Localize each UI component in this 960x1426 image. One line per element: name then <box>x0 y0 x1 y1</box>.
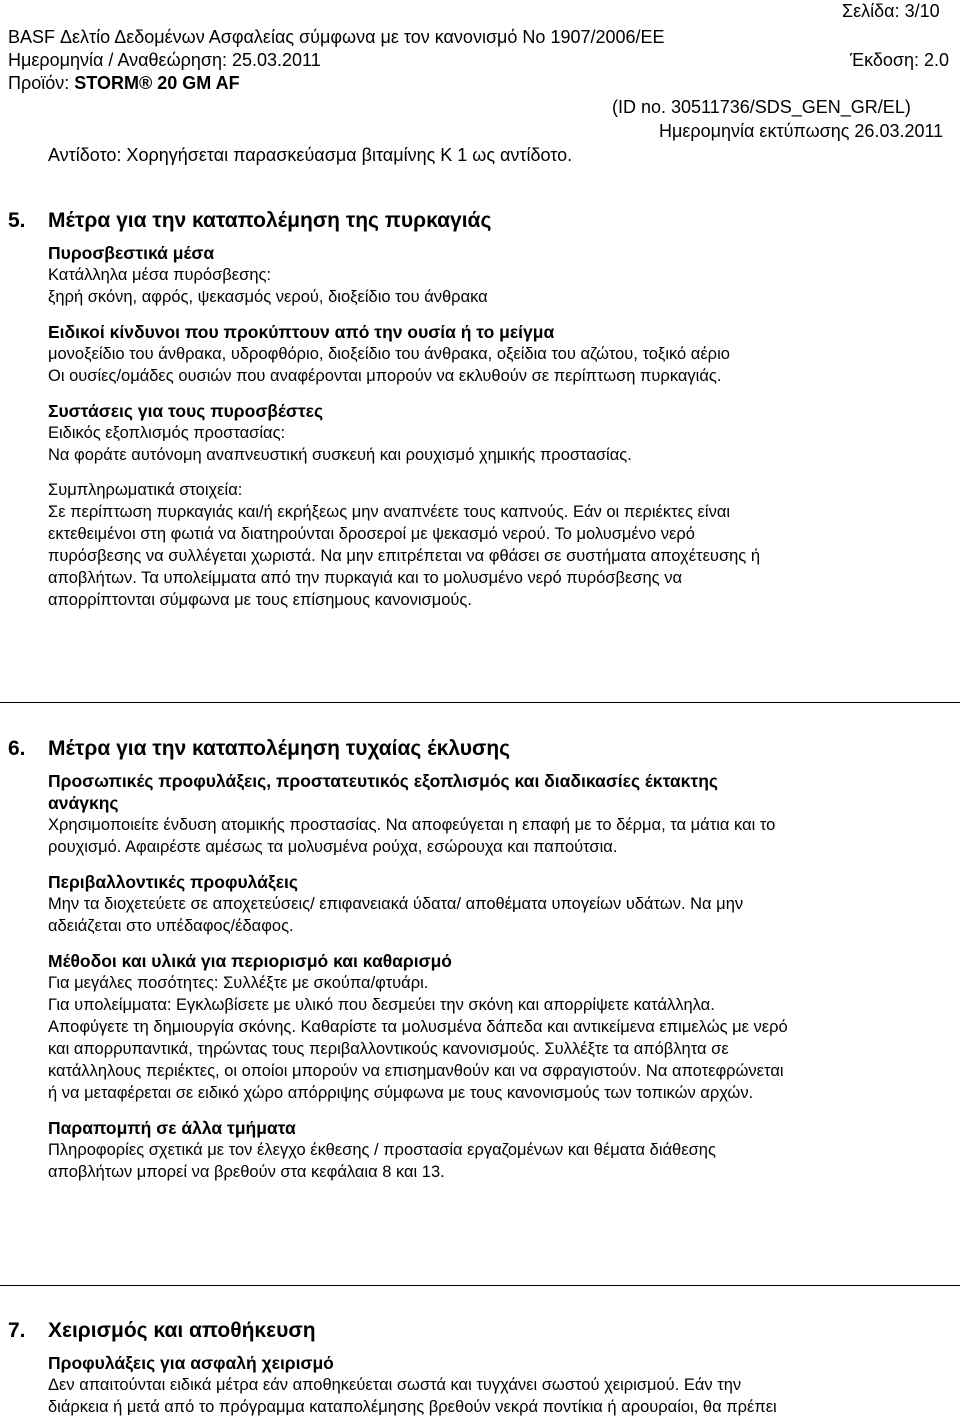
extinguishing-media-heading: Πυροσβεστικά μέσα <box>48 243 215 263</box>
other-sections-line: Πληροφορίες σχετικά με τον έλεγχο έκθεσης / προστασία εργαζομένων και θέματα διάθεσης <box>48 1141 716 1159</box>
personal-precautions-heading: ανάγκης <box>48 793 119 813</box>
personal-precautions-heading: Προσωπικές προφυλάξεις, προστατευτικός εξοπλισμός και διαδικασίες έκτακτης <box>48 771 719 791</box>
section-divider <box>0 702 960 703</box>
special-hazards-line: μονοξείδιο του άνθρακα, υδροφθόριο, διοξείδιο του άνθρακα, οξείδια του αζώτου, τοξικό αέριο <box>48 345 730 363</box>
section-6 <box>8 736 956 1183</box>
safe-handling-line: Δεν απαιτούνται ειδικά μέτρα εάν αποθηκεύεται σωστά και τυγχάνει σωστού χειρισμού. Εάν την <box>48 1376 742 1394</box>
section-7-number: 7. <box>8 1319 26 1342</box>
section-5-title <box>8 208 956 234</box>
further-information-line: απορρίπτονται σύμφωνα με τους επίσημους κανονισμούς. <box>48 591 472 609</box>
section-7 <box>8 1318 956 1418</box>
firefighter-advice-heading: Συστάσεις για τους πυροσβέστες <box>48 401 324 421</box>
containment-methods-line: Αποφύγετε τη δημιουργία σκόνης. Καθαρίστε τα μολυσμένα δάπεδα και αντικείμενα επιμελώς με νερό <box>48 1018 788 1036</box>
section-7-heading: Χειρισμός και αποθήκευση <box>48 1319 316 1342</box>
section-6-number: 6. <box>8 737 26 760</box>
extinguishing-media-label: Κατάλληλα μέσα πυρόσβεσης: <box>48 266 272 284</box>
product-label: Προϊόν: <box>8 73 70 93</box>
version: Έκδοση: 2.0 <box>850 50 950 70</box>
section-5-number: 5. <box>8 209 26 232</box>
other-sections-line: αποβλήτων μπορεί να βρεθούν στα κεφάλαια 8 και 13. <box>48 1163 445 1181</box>
containment-methods-line: κατάλληλους περιέκτες, οι οποίοι μπορούν να επισημανθούν και να σφραγιστούν. Να αποτεφρώνεται <box>48 1062 784 1080</box>
environmental-precautions-line: αδειάζεται στο υπέδαφος/έδαφος. <box>48 917 294 935</box>
containment-methods-heading: Μέθοδοι και υλικά για περιορισμό και καθαρισμό <box>48 951 452 971</box>
page-number: Σελίδα: 3/10 <box>842 1 940 21</box>
antidote-text: Αντίδοτο: Χορηγήσεται παρασκεύασμα βιταμίνης K 1 ως αντίδοτο. <box>48 145 573 165</box>
product-line <box>8 72 240 94</box>
protective-equipment-text: Να φοράτε αυτόνομη αναπνευστική συσκευή και ρουχισμό χημικής προστασίας. <box>48 446 632 464</box>
print-date: Ημερομηνία εκτύπωσης 26.03.2011 <box>659 121 944 141</box>
id-number: (ID no. 30511736/SDS_GEN_GR/EL) <box>612 97 911 117</box>
extinguishing-media-text: ξηρή σκόνη, αφρός, ψεκασμός νερού, διοξείδιο του άνθρακα <box>48 288 488 306</box>
further-information-line: Σε περίπτωση πυρκαγιάς και/ή εκρήξεως μην αναπνέετε τους καπνούς. Εάν οι περιέκτες είναι <box>48 503 731 521</box>
safe-handling-heading: Προφυλάξεις για ασφαλή χειρισμό <box>48 1353 334 1373</box>
further-information-line: αποβλήτων. Τα υπολείμματα από την πυρκαγιά και το μολυσμένο νερό πυρόσβεσης να <box>48 569 682 587</box>
environmental-precautions-line: Μην τα διοχετεύετε σε αποχετεύσεις/ επιφανειακά ύδατα/ αποθέματα υπογείων υδάτων. Να μην <box>48 895 744 913</box>
special-hazards-heading: Ειδικοί κίνδυνοι που προκύπτουν από την ουσία ή το μείγμα <box>48 322 555 342</box>
protective-equipment-label: Ειδικός εξοπλισμός προστασίας: <box>48 424 286 442</box>
further-information-line: εκτεθειμένοι στη φωτιά να διατηρούνται δροσεροί με ψεκασμό νερού. Το μολυσμένο νερό <box>48 525 695 543</box>
section-6-heading: Μέτρα για την καταπολέμηση τυχαίας έκλυσης <box>48 737 511 760</box>
containment-methods-line: Για υπολείμματα: Εγκλωβίσετε με υλικό που δεσμεύει την σκόνη και απορρίψετε κατάλληλα. <box>48 996 715 1014</box>
other-sections-heading: Παραπομπή σε άλλα τμήματα <box>48 1118 296 1138</box>
environmental-precautions-heading: Περιβαλλοντικές προφυλάξεις <box>48 872 298 892</box>
revision-date: Ημερομηνία / Αναθεώρηση: 25.03.2011 <box>8 50 321 70</box>
section-5 <box>8 208 956 611</box>
personal-precautions-line: ρουχισμό. Αφαιρέστε αμέσως τα μολυσμένα ρούχα, εσώρουχα και παπούτσια. <box>48 838 618 856</box>
further-information-line: πυρόσβεσης να συλλέγεται χωριστά. Να μην επιτρέπεται να φθάσει σε συστήματα αποχέτευσης ή <box>48 547 761 565</box>
header-title: BASF Δελτίο Δεδομένων Ασφαλείας σύμφωνα με τον κανονισμό Νο 1907/2006/ΕΕ <box>8 27 665 47</box>
further-information-label: Συμπληρωματικά στοιχεία: <box>48 481 243 499</box>
special-hazards-line: Οι ουσίες/ομάδες ουσιών που αναφέρονται μπορούν να εκλυθούν σε περίπτωση πυρκαγιάς. <box>48 367 722 385</box>
containment-methods-line: και απορρυπαντικά, τηρώντας τους περιβαλλοντικούς κανονισμούς. Συλλέξτε τα απόβλητα σε <box>48 1040 729 1058</box>
section-divider <box>0 1285 960 1286</box>
product-name: STORM® 20 GM AF <box>74 73 240 93</box>
personal-precautions-line: Χρησιμοποιείτε ένδυση ατομικής προστασίας. Να αποφεύγεται η επαφή με το δέρμα, τα μάτια και το <box>48 816 776 834</box>
section-5-heading: Μέτρα για την καταπολέμηση της πυρκαγιάς <box>48 209 492 232</box>
section-6-title <box>8 736 956 762</box>
section-7-title <box>8 1318 956 1344</box>
containment-methods-line: Για μεγάλες ποσότητες: Συλλέξτε με σκούπα/φτυάρι. <box>48 974 429 992</box>
safe-handling-line: διάρκεια ή μετά από το πρόγραμμα καταπολέμησης βρεθούν νεκρά ποντίκια ή αρουραίοι, θα πρέπει <box>48 1398 777 1416</box>
containment-methods-line: ή να μεταφέρεται σε ειδικό χώρο απόρριψης σύμφωνα με τους κανονισμούς των τοπικών αρχών. <box>48 1084 754 1102</box>
